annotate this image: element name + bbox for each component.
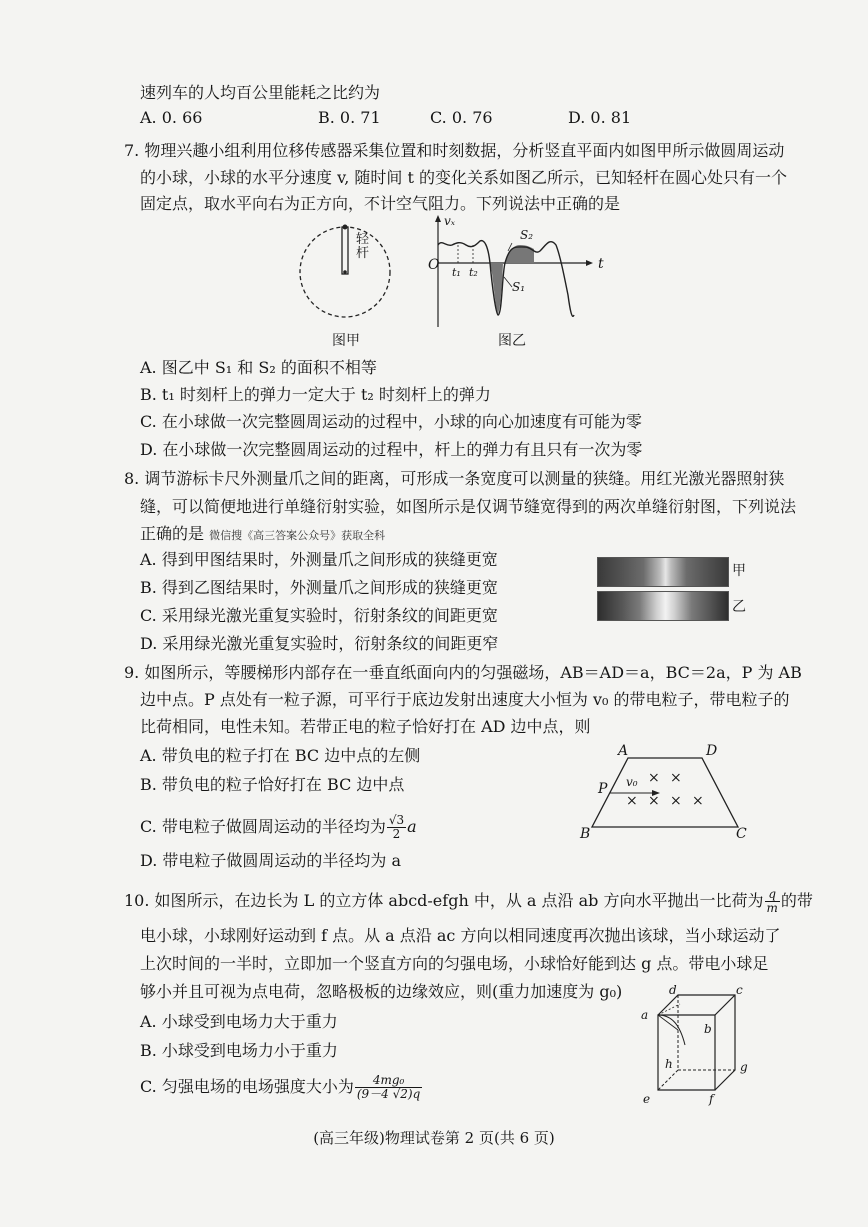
q7-option-d: D. 在小球做一次完整圆周运动的过程中，杆上的弹力有且只有一次为零 — [140, 440, 643, 459]
q8-option-b: B. 得到乙图结果时，外测量爪之间形成的狭缝更宽 — [140, 578, 498, 597]
q7-stem-line-1: 7. 物理兴趣小组利用位移传感器采集位置和时刻数据，分析竖直平面内如图甲所示做圆周运动 — [124, 141, 785, 160]
q9-option-c-text: C. 带电粒子做圆周运动的半径均为 — [140, 817, 386, 836]
q7-stem-line-2: 的小球，小球的水平分速度 v, 随时间 t 的变化关系如图乙所示，已知轻杆在圆心处只有一个 — [140, 168, 788, 187]
frac-numerator: √3 — [388, 813, 405, 827]
q7-stem-line-3: 固定点，取水平向右为正方向，不计空气阻力。下列说法中正确的是 — [140, 194, 621, 213]
graph-t-label: t — [598, 256, 604, 272]
graph-origin-label: O — [428, 257, 440, 273]
rod-label: 轻杆 — [356, 232, 370, 261]
cube-vertex-c: c — [736, 983, 743, 997]
watermark-text: 微信搜《高三答案公众号》获取全科 — [209, 529, 386, 542]
field-cross-1: × — [648, 770, 660, 786]
field-cross-6: × — [692, 793, 704, 809]
vertex-a-label: A — [618, 743, 629, 759]
q10-stem-part-a: 10. 如图所示，在边长为 L 的立方体 abcd-efgh 中，从 a 点沿 ab 方向水平抛出一比荷为 — [124, 891, 764, 910]
q6-option-b: B. 0. 71 — [318, 108, 381, 127]
cube-vertex-h: h — [665, 1057, 673, 1071]
q7-option-c: C. 在小球做一次完整圆周运动的过程中，小球的向心加速度有可能为零 — [140, 412, 642, 431]
q10-option-c-text: C. 匀强电场的电场强度大小为 — [140, 1077, 354, 1096]
q10-option-b: B. 小球受到电场力小于重力 — [140, 1041, 338, 1060]
fig-a-caption: 图甲 — [332, 333, 360, 349]
cube-vertex-b: b — [704, 1022, 712, 1036]
q9-option-c-fraction — [387, 814, 406, 841]
cube-vertex-d: d — [669, 983, 677, 997]
q9-stem-line-1: 9. 如图所示，等腰梯形内部存在一垂直纸面向内的匀强磁场，AB＝AD＝a，BC＝2a，P 为 AB — [124, 663, 802, 682]
label-jia: 甲 — [732, 563, 746, 579]
point-p-label: P — [598, 781, 608, 797]
vertex-d-label: D — [706, 743, 718, 759]
q10-stem-line-3: 上次时间的一半时，立即加一个竖直方向的匀强电场，小球恰好能到达 g 点。带电小球足 — [140, 954, 769, 973]
vertex-b-label: B — [580, 826, 591, 842]
q6-stem-tail: 速列车的人均百公里能耗之比约为 — [140, 83, 381, 102]
q9-option-c-var: a — [407, 817, 417, 836]
q10-option-c-fraction — [355, 1074, 422, 1101]
q10-stem-line-4: 够小并且可视为点电荷，忽略极板的边缘效应，则(重力加速度为 g₀) — [140, 982, 623, 1001]
q6-option-d: D. 0. 81 — [568, 108, 632, 127]
graph-s2-label: S₂ — [520, 228, 534, 242]
field-cross-4: × — [648, 793, 660, 809]
field-denominator: (9－4 √2)q — [356, 1087, 421, 1101]
q9-trapezoid-figure — [590, 755, 740, 830]
q10-stem-part-b: 的带 — [780, 891, 813, 910]
charge-mass-ratio — [765, 888, 780, 915]
q7-option-b: B. t₁ 时刻杆上的弹力一定大于 t₂ 时刻杆上的弹力 — [140, 385, 491, 404]
q8-stem-line-1: 8. 调节游标卡尺外测量爪之间的距离，可形成一条宽度可以测量的狭缝。用红光激光器照射狭 — [124, 469, 785, 488]
q8-stem-line-3 — [140, 523, 385, 547]
q9-option-d: D. 带电粒子做圆周运动的半径均为 a — [140, 851, 402, 870]
vertex-c-label: C — [736, 826, 747, 842]
q6-option-a: A. 0. 66 — [140, 108, 203, 127]
q10-option-a: A. 小球受到电场力大于重力 — [140, 1012, 338, 1031]
field-cross-2: × — [670, 770, 682, 786]
v0-label: v₀ — [626, 775, 638, 789]
field-cross-3: × — [626, 793, 638, 809]
q10-option-c — [140, 1070, 423, 1104]
q8-stem-last: 正确的是 — [140, 524, 205, 543]
field-numerator: 4mg₀ — [355, 1074, 422, 1088]
graph-t1-label: t₁ — [452, 266, 461, 279]
graph-v-label: vₓ — [444, 214, 456, 228]
q6-option-c: C. 0. 76 — [430, 108, 493, 127]
q9-stem-line-3: 比荷相同，电性未知。若带正电的粒子恰好打在 AD 边中点，则 — [140, 717, 591, 736]
q8-option-d: D. 采用绿光激光重复实验时，衍射条纹的间距更窄 — [140, 634, 499, 653]
cube-vertex-e: e — [643, 1092, 651, 1106]
ratio-denominator: m — [766, 901, 778, 915]
q8-option-c: C. 采用绿光激光重复实验时，衍射条纹的间距更宽 — [140, 606, 498, 625]
q9-option-b: B. 带负电的粒子恰好打在 BC 边中点 — [140, 775, 405, 794]
cube-vertex-f: f — [709, 1092, 714, 1106]
q10-stem-line-1 — [124, 886, 813, 916]
fig-b-caption: 图乙 — [498, 333, 526, 349]
graph-s1-label: S₁ — [512, 280, 526, 294]
diffraction-pattern-yi — [597, 591, 729, 621]
q10-stem-line-2: 电小球，小球刚好运动到 f 点。从 a 点沿 ac 方向以相同速度再次抛出该球，当小球运动了 — [140, 926, 781, 945]
ratio-numerator: q — [765, 888, 780, 902]
frac-denominator: 2 — [392, 827, 401, 841]
q9-option-c — [140, 812, 417, 842]
field-cross-5: × — [670, 793, 682, 809]
cube-figure — [650, 990, 750, 1100]
page-footer: (高三年级)物理试卷第 2 页(共 6 页) — [313, 1129, 555, 1147]
q7-figure-a — [295, 222, 395, 322]
diffraction-pattern-jia — [597, 557, 729, 587]
q7-option-a: A. 图乙中 S₁ 和 S₂ 的面积不相等 — [140, 358, 377, 377]
q9-option-a: A. 带负电的粒子打在 BC 边中点的左侧 — [140, 746, 421, 765]
graph-t2-label: t₂ — [469, 266, 478, 279]
q8-stem-line-2: 缝，可以简便地进行单缝衍射实验，如图所示是仅调节缝宽得到的两次单缝衍射图，下列说法 — [140, 497, 797, 516]
cube-vertex-a: a — [641, 1008, 649, 1022]
q9-stem-line-2: 边中点。P 点处有一粒子源，可平行于底边发射出速度大小恒为 v₀ 的带电粒子，带电粒子的 — [140, 690, 790, 709]
cube-vertex-g: g — [740, 1060, 748, 1074]
q8-option-a: A. 得到甲图结果时，外测量爪之间形成的狭缝更宽 — [140, 550, 498, 569]
label-yi: 乙 — [732, 599, 746, 615]
